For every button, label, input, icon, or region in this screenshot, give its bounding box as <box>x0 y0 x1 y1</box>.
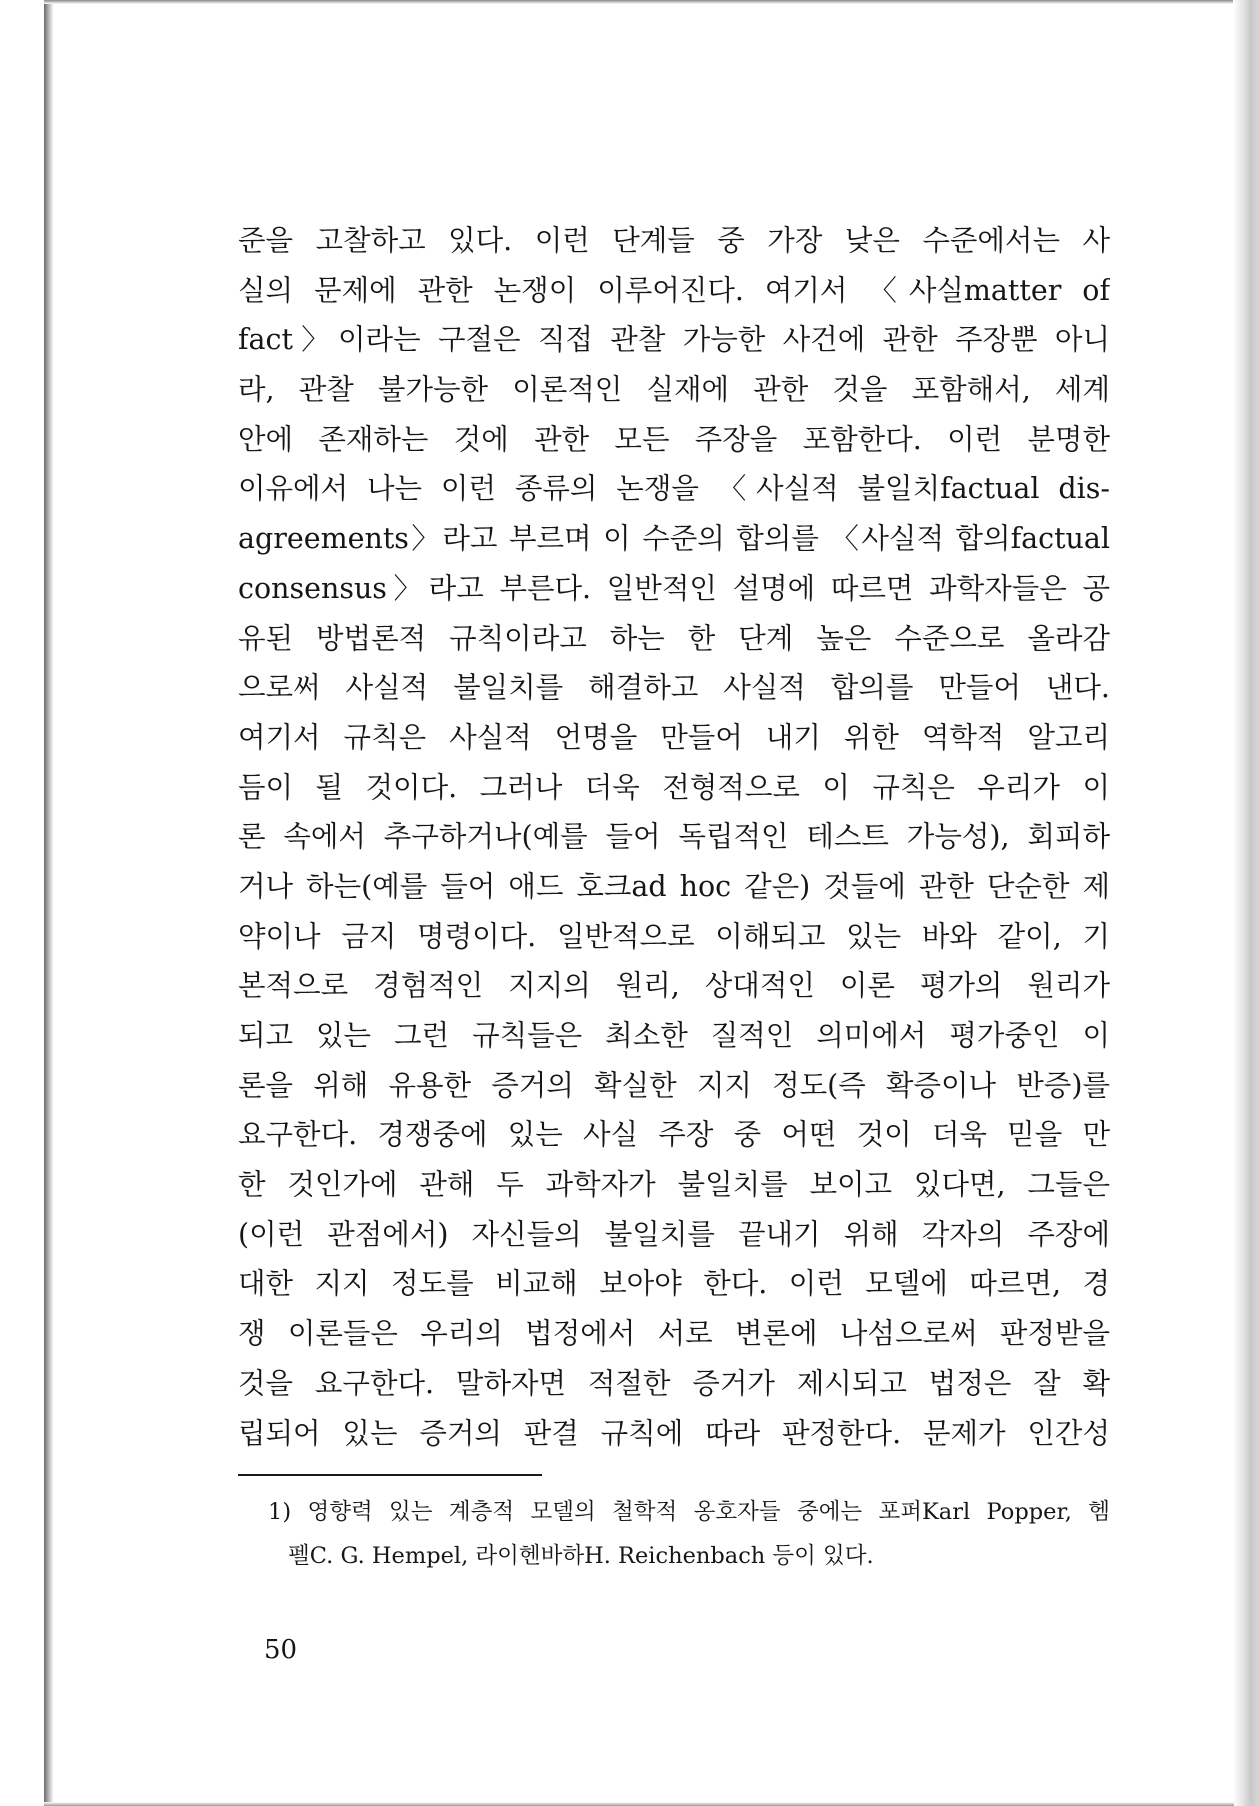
body-line: 론 속에서 추구하거나(예를 들어 독립적인 테스트 가능성), 회피하 <box>238 820 1110 854</box>
body-line: 여기서 규칙은 사실적 언명을 만들어 내기 위한 역학적 알고리 <box>238 720 1110 754</box>
body-line: 것을 요구한다. 말하자면 적절한 증거가 제시되고 법정은 잘 확 <box>238 1366 1110 1400</box>
page-number: 50 <box>264 1635 298 1665</box>
body-line: 립되어 있는 증거의 판결 규칙에 따라 판정한다. 문제가 인간성 <box>238 1416 1110 1450</box>
page-top-edge <box>44 0 1234 4</box>
body-line: 라, 관찰 불가능한 이론적인 실재에 관한 것을 포함해서, 세계 <box>238 373 1110 407</box>
footnote-divider <box>238 1474 542 1476</box>
body-line: 한 것인가에 관해 두 과학자가 불일치를 보이고 있다면, 그들은 <box>238 1168 1110 1202</box>
footnote <box>268 1490 1110 1578</box>
page-binding-shadow <box>44 0 54 1806</box>
body-line: (이런 관점에서) 자신들의 불일치를 끝내기 위해 각자의 주장에 <box>238 1217 1110 1251</box>
body-line: 론을 위해 유용한 증거의 확실한 지지 정도(즉 확증이나 반증)를 <box>238 1068 1110 1102</box>
body-line: consensus〉라고 부른다. 일반적인 설명에 따르면 과학자들은 공 <box>238 571 1110 605</box>
body-line: 요구한다. 경쟁중에 있는 사실 주장 중 어떤 것이 더욱 믿을 만 <box>238 1118 1110 1152</box>
body-line: 듬이 될 것이다. 그러나 더욱 전형적으로 이 규칙은 우리가 이 <box>238 770 1110 804</box>
body-paragraph <box>238 216 1110 1458</box>
body-line: 유된 방법론적 규칙이라고 하는 한 단계 높은 수준으로 올라감 <box>238 621 1110 655</box>
body-line: 쟁 이론들은 우리의 법정에서 서로 변론에 나섬으로써 판정받을 <box>238 1317 1110 1351</box>
body-line: 약이나 금지 명령이다. 일반적으로 이해되고 있는 바와 같이, 기 <box>238 919 1110 953</box>
body-line: 되고 있는 그런 규칙들은 최소한 질적인 의미에서 평가중인 이 <box>238 1019 1110 1052</box>
body-line: 본적으로 경험적인 지지의 원리, 상대적인 이론 평가의 원리가 <box>238 969 1110 1003</box>
body-line: agreements〉라고 부르며 이 수준의 합의를 〈사실적 합의factual <box>238 522 1110 556</box>
body-line: 대한 지지 정도를 비교해 보아야 한다. 이런 모델에 따르면, 경 <box>238 1267 1110 1301</box>
body-line: 안에 존재하는 것에 관한 모든 주장을 포함한다. 이런 분명한 <box>238 422 1110 456</box>
page-bottom-edge <box>44 1802 1234 1806</box>
body-line: 실의 문제에 관한 논쟁이 이루어진다. 여기서 〈사실matter of <box>238 273 1110 307</box>
body-line: 거나 하는(예를 들어 애드 호크ad hoc 같은) 것들에 관한 단순한 제 <box>238 869 1110 903</box>
body-line: 준을 고찰하고 있다. 이런 단계들 중 가장 낮은 수준에서는 사 <box>238 224 1110 257</box>
body-line: fact〉이라는 구절은 직접 관찰 가능한 사건에 관한 주장뿐 아니 <box>238 323 1110 357</box>
footnote-line: 펠C. G. Hempel, 라이헨바하H. Reichenbach 등이 있다. <box>288 1543 874 1569</box>
body-line: 으로써 사실적 불일치를 해결하고 사실적 합의를 만들어 낸다. <box>238 671 1110 705</box>
footnote-line: 1) 영향력 있는 계층적 모델의 철학적 옹호자들 중에는 포퍼Karl Popper, 헴 <box>268 1499 1110 1525</box>
body-line: 이유에서 나는 이런 종류의 논쟁을 〈사실적 불일치factual dis- <box>238 472 1110 506</box>
page-right-edge <box>1233 0 1259 1806</box>
